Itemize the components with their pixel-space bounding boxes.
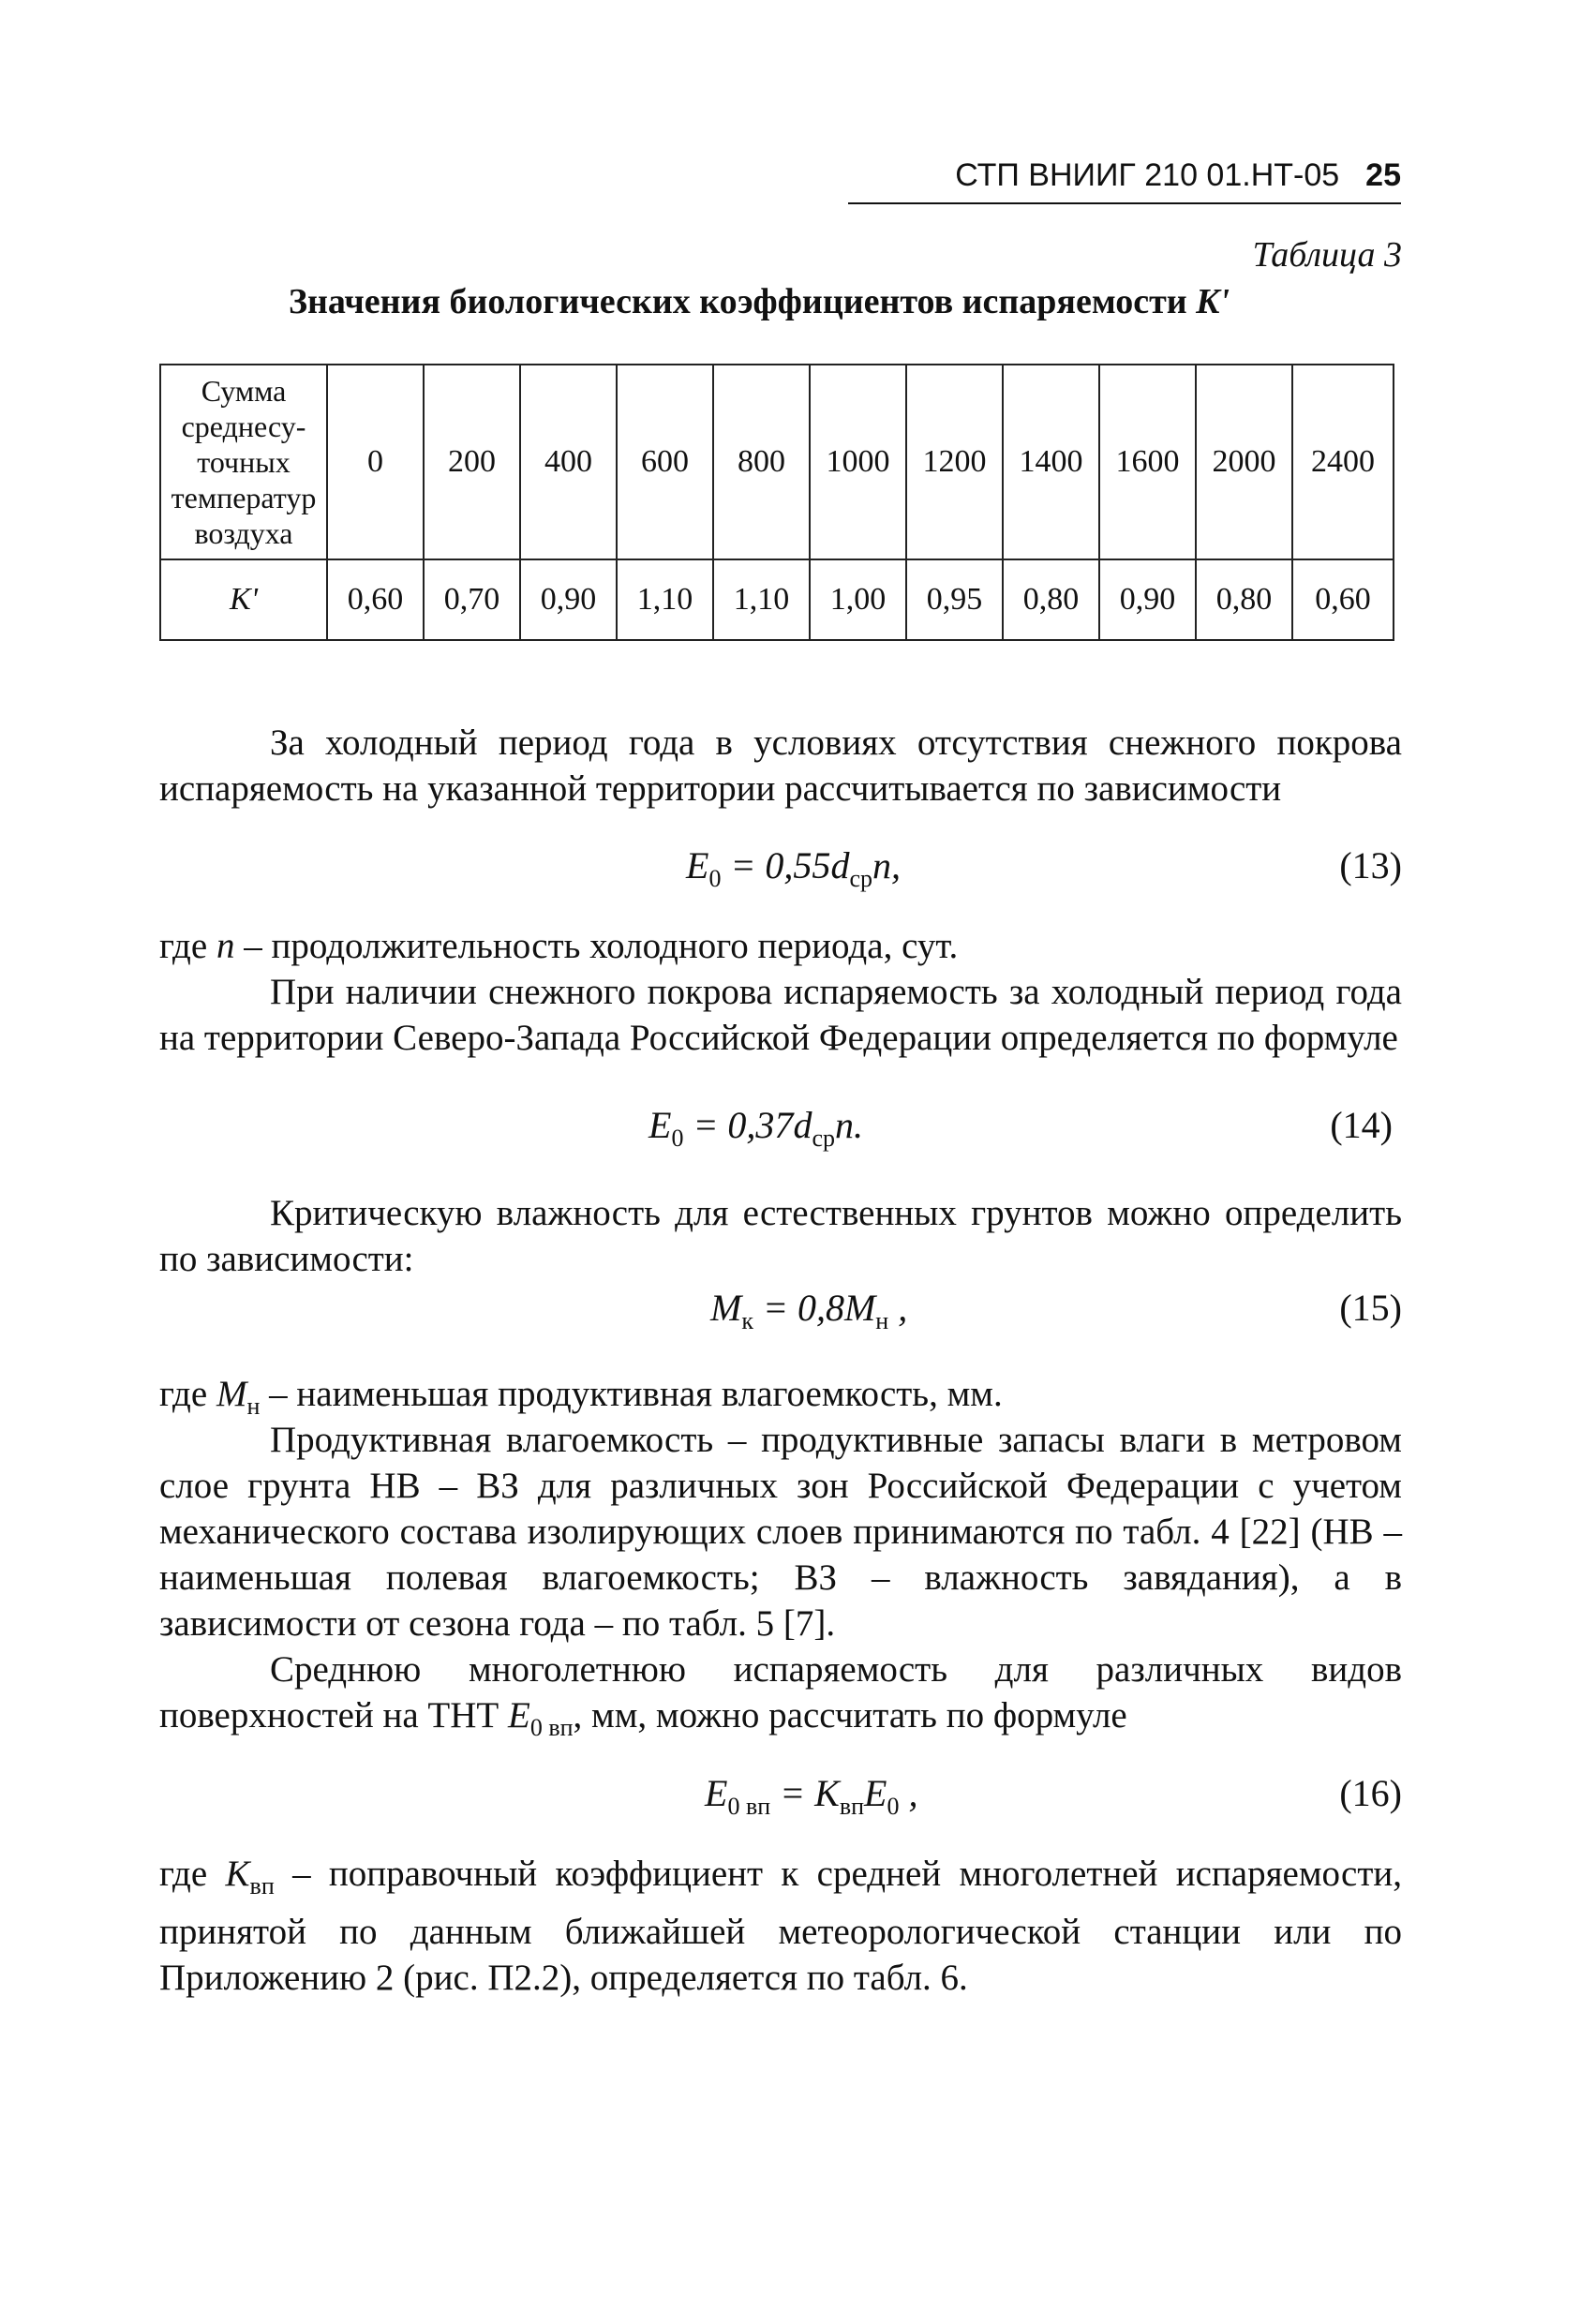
paragraph-mean-evaporation: Среднюю многолетнюю испаряемость для различных видов поверхностей на ТНТ $E_{0 вп}$, мм, можно рассчитать по формуле: [159, 1649, 1402, 1741]
table-cell: 0,95: [906, 559, 1003, 640]
table-cell: 0,60: [327, 559, 424, 640]
paragraph-productive-capacity: Продуктивная влагоемкость – продуктивные запасы влаги в метровом слое грунта НВ – ВЗ для различных зон Российской Федерации с учетом механического состава изолирующих слоев принимаются по табл. 4 [22] (НВ – наименьшая полевая влагоемкость; ВЗ – влажность завядания), а в зависимости от сезона года – по табл. 5 [7].: [159, 1420, 1402, 1644]
table-cell: 1400: [1003, 365, 1099, 559]
table-cell: 0,90: [520, 559, 617, 640]
paragraph-where-m: где $M_н$ – наименьшая продуктивная влагоемкость, мм.: [159, 1374, 1003, 1420]
table-cell: 1000: [810, 365, 906, 559]
table-cell: 1,00: [810, 559, 906, 640]
formula-13: $E_0 = 0,55d_{ср}n$,: [686, 844, 901, 892]
table-row-temperatures: [160, 365, 1394, 559]
formula-15: $M_к = 0,8M_н$ ,: [710, 1287, 908, 1334]
table-cell: 0,90: [1099, 559, 1196, 640]
table-cell: 0,70: [424, 559, 520, 640]
paragraph-critical-moisture: Критическую влажность для естественных грунтов можно определить по зависимости:: [159, 1193, 1402, 1279]
paragraph-where-n: где n – продолжительность холодного периода, сут.: [159, 926, 959, 966]
equation-number-16: (16): [1339, 1772, 1402, 1814]
paragraph-cold-period: За холодный период года в условиях отсутствия снежного покрова испаряемость на указанной территории рассчитывается по зависимости: [159, 723, 1402, 809]
row-header-temperature: Сумма среднесу-точных температур воздуха: [160, 365, 327, 559]
row-header-k: K': [160, 559, 327, 640]
table-cell: 1,10: [617, 559, 713, 640]
formula-16: $E_{0 вп} = K_{вп}E_0$ ,: [705, 1772, 918, 1820]
table-cell: 2400: [1292, 365, 1394, 559]
table-cell: 0,80: [1196, 559, 1292, 640]
table-cell: 1,10: [713, 559, 810, 640]
table-title: [159, 281, 1359, 322]
table-label: Таблица 3: [1252, 235, 1402, 275]
table-cell: 0: [327, 365, 424, 559]
table-cell: 200: [424, 365, 520, 559]
table-cell: 600: [617, 365, 713, 559]
page-number: 25: [1365, 157, 1401, 193]
table-row-coefficients: [160, 559, 1394, 640]
table-cell: 800: [713, 365, 810, 559]
table-cell: 0,80: [1003, 559, 1099, 640]
paragraph-correction-coefficient: где $K_{вп}$ – поправочный коэффициент к средней многолетней испаряемости, принятой по данным ближайшей метеорологической станции или по Приложению 2 (рис. П2.2), определяется по табл. 6.: [159, 1854, 1402, 1998]
equation-number-13: (13): [1339, 844, 1402, 886]
equation-number-14: (14): [1330, 1104, 1393, 1146]
equation-number-15: (15): [1339, 1287, 1402, 1329]
table-title-symbol: K': [1196, 282, 1230, 321]
table-title-text: Значения биологических коэффициентов испаряемости: [288, 282, 1187, 321]
formula-14: $E_0 = 0,37d_{ср}n$.: [648, 1104, 863, 1152]
table-cell: 0,60: [1292, 559, 1394, 640]
table-cell: 1200: [906, 365, 1003, 559]
table-cell: 2000: [1196, 365, 1292, 559]
document-code: СТП ВНИИГ 210 01.НТ-05: [955, 157, 1340, 193]
table-cell: 400: [520, 365, 617, 559]
table-cell: 1600: [1099, 365, 1196, 559]
evaporation-coefficient-table: [159, 364, 1394, 641]
paragraph-snow-cover: При наличии снежного покрова испаряемость за холодный период года на территории Северо-Запада Российской Федерации определяется по формуле: [159, 972, 1402, 1058]
page-header: [848, 157, 1401, 204]
